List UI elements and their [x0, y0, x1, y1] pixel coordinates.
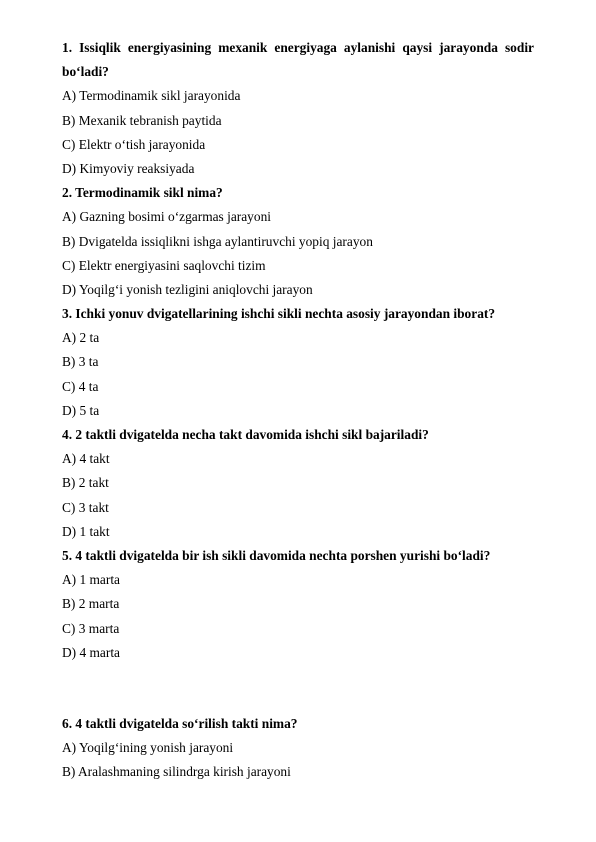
answer-option: A) 2 ta	[62, 330, 100, 346]
answer-option: A) 4 takt	[62, 451, 110, 467]
question-block-6	[62, 712, 534, 785]
answer-option: B) Aralashmaning silindrga kirish jarayoni	[62, 764, 291, 780]
question-text: 5. 4 taktli dvigatelda bir ish sikli davomida nechta porshen yurishi bo‘ladi?	[62, 547, 491, 563]
answer-option: D) 4 marta	[62, 644, 121, 660]
answer-option: B) Dvigatelda issiqlikni ishga aylantiruvchi yopiq jarayon	[62, 233, 373, 249]
document-page	[62, 36, 534, 784]
question-block-5	[62, 544, 534, 665]
question-text: 1. Issiqlik energiyasining mexanik energiyaga aylanishi qaysi jarayonda sodir bo‘ladi?	[62, 40, 534, 80]
answer-option: B) 2 marta	[62, 596, 120, 612]
question-text: 4. 2 taktli dvigatelda necha takt davomida ishchi sikl bajariladi?	[62, 427, 429, 443]
blank-space	[62, 665, 534, 712]
answer-option: C) Elektr energiyasini saqlovchi tizim	[62, 257, 266, 273]
answer-option: A) Termodinamik sikl jarayonida	[62, 88, 241, 104]
answer-option: B) Mexanik tebranish paytida	[62, 112, 222, 128]
question-block-3	[62, 302, 534, 423]
question-text: 2. Termodinamik sikl nima?	[62, 185, 223, 201]
answer-option: A) 1 marta	[62, 572, 121, 588]
answer-option: B) 2 takt	[62, 475, 109, 491]
answer-option: D) Yoqilg‘i yonish tezligini aniqlovchi jarayon	[62, 281, 313, 297]
answer-option: A) Yoqilg‘ining yonish jarayoni	[62, 740, 234, 756]
question-block-1	[62, 36, 534, 181]
question-text: 6. 4 taktli dvigatelda so‘rilish takti nima?	[62, 715, 298, 731]
answer-option: C) 3 takt	[62, 499, 109, 515]
question-block-2	[62, 181, 534, 302]
answer-option: D) 5 ta	[62, 402, 100, 418]
answer-option: B) 3 ta	[62, 354, 99, 370]
question-text: 3. Ichki yonuv dvigatellarining ishchi sikli nechta asosiy jarayondan iborat?	[62, 306, 496, 322]
answer-option: C) Elektr o‘tish jarayonida	[62, 136, 206, 152]
answer-option: C) 3 marta	[62, 620, 120, 636]
answer-option: C) 4 ta	[62, 378, 99, 394]
answer-option: D) Kimyoviy reaksiyada	[62, 160, 195, 176]
question-block-4	[62, 423, 534, 544]
answer-option: D) 1 takt	[62, 523, 110, 539]
answer-option: A) Gazning bosimi o‘zgarmas jarayoni	[62, 209, 271, 225]
